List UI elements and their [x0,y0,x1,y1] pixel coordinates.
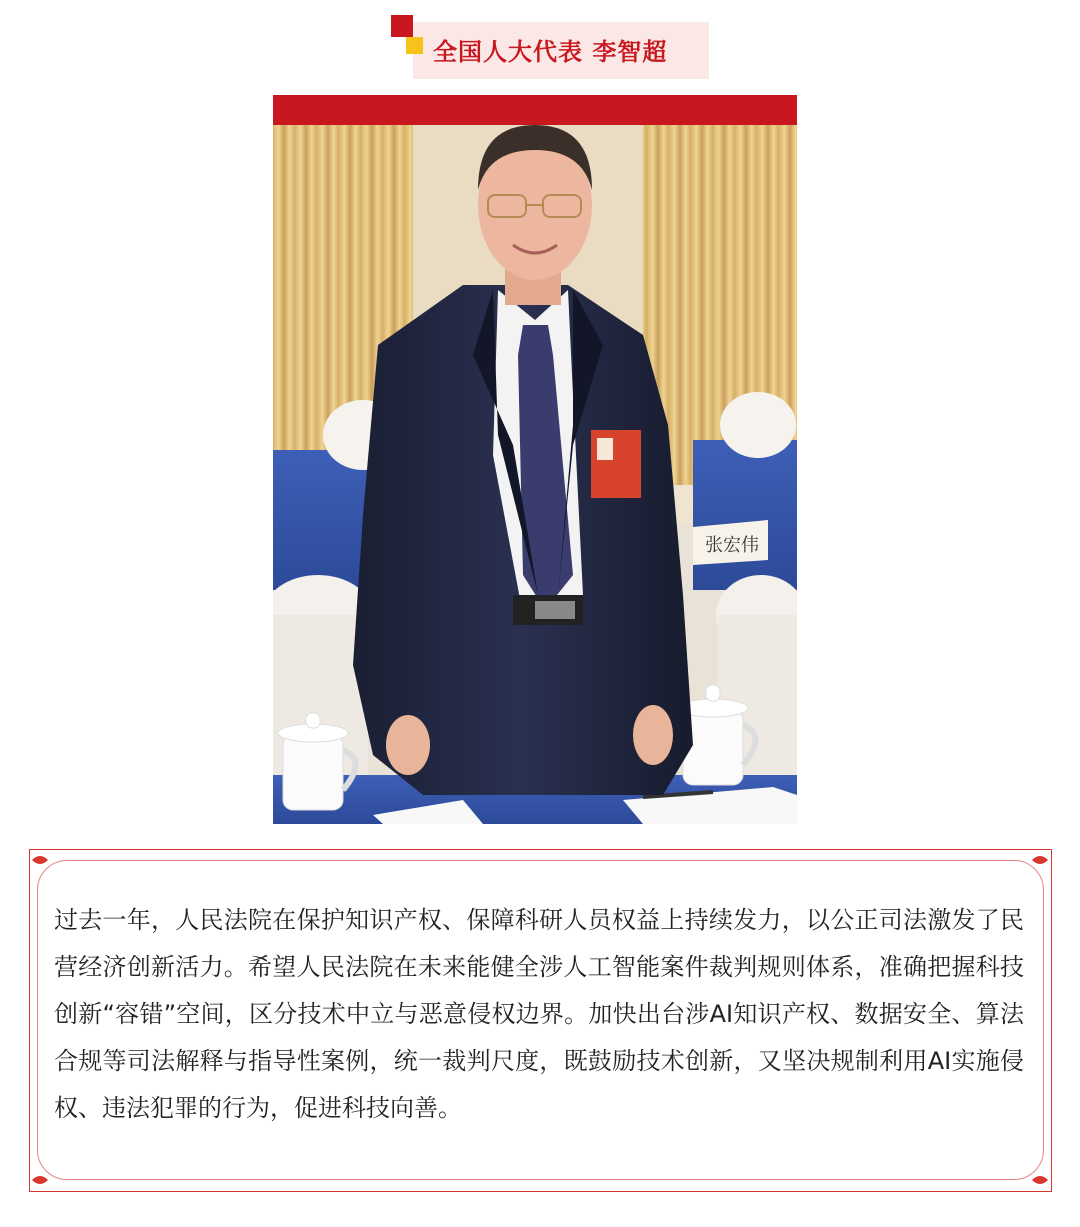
corner-petal-icon [1020,1160,1050,1190]
corner-petal-icon [1020,850,1050,880]
page-title: 全国人大代表 李智超 [433,38,668,66]
title-decoration-red-square [391,15,413,37]
corner-petal-icon [30,850,60,880]
name-card-label: 张宏伟 [705,535,759,556]
corner-petal-icon [30,1160,60,1190]
quote-text: 过去一年，人民法院在保护知识产权、保障科研人员权益上持续发力，以公正司法激发了民营经济创新活力。希望人民法院在未来能健全涉人工智能案件裁判规则体系，准确把握科技创新“容错”空间，区分技术中立与恶意侵权边界。加快出台涉AI知识产权、数据安全、算法合规等司法解释与指导性案例，统一裁判尺度，既鼓励技术创新，又坚决规制利用AI实施侵权、违法犯罪的行为，促进科技向善。 [54,906,1024,1122]
portrait-photo [273,95,797,824]
title-decoration-yellow-square [406,37,423,54]
